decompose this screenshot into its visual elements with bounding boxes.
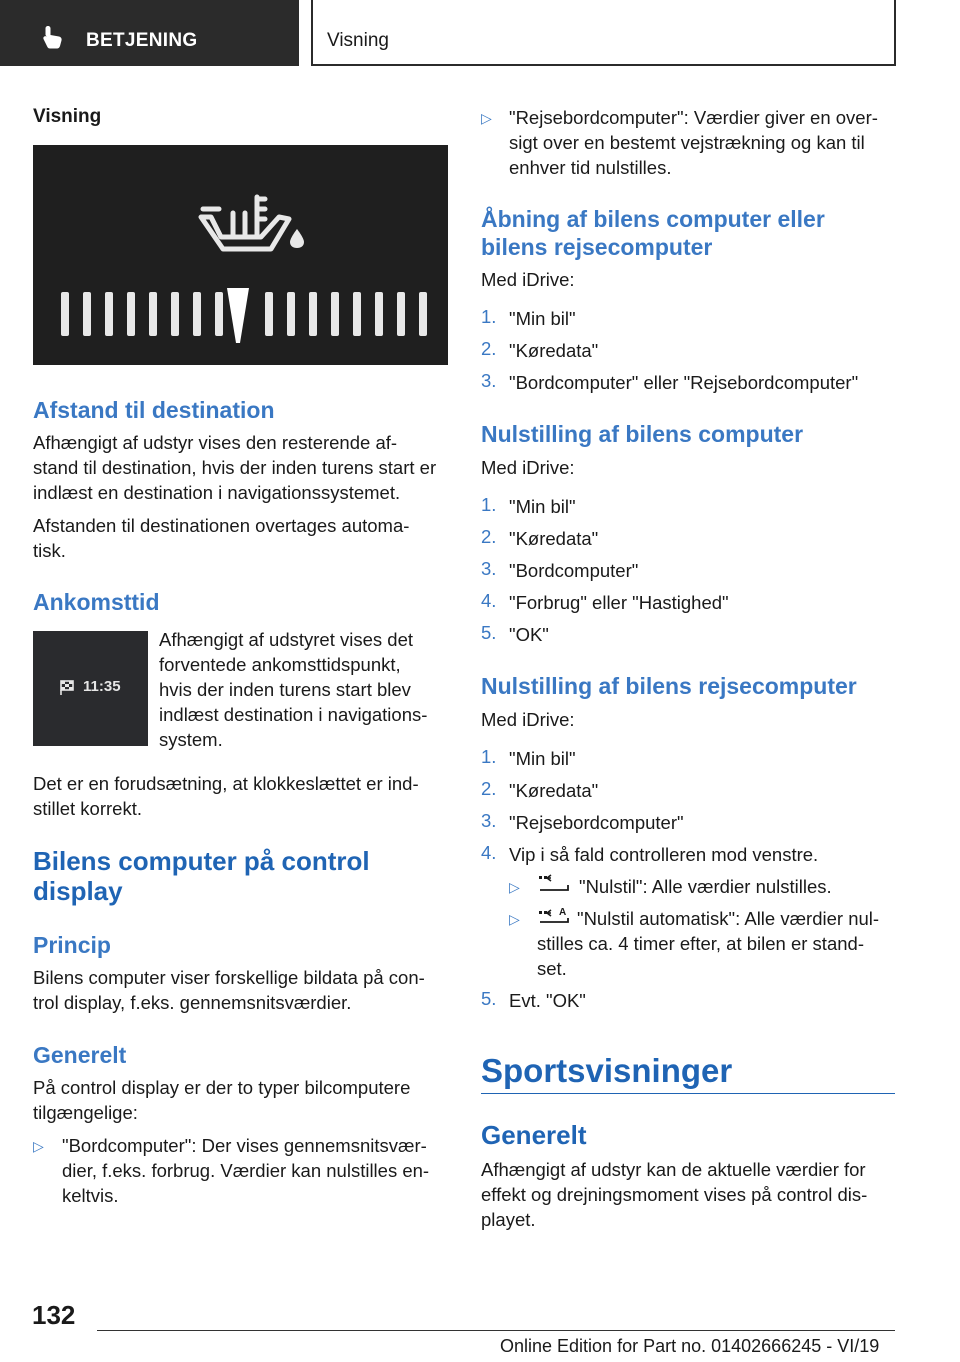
list3-item-2: "Køredata" (509, 780, 599, 801)
afstand-p2-line-1: Afstanden til destinationen overtages automa- (33, 515, 410, 536)
list2-item-3: "Bordcomputer" (509, 560, 639, 581)
footer-edition: Online Edition for Part no. 01402666245 - VI/19 (500, 1336, 880, 1356)
med-idrive-2: Med iDrive: (481, 457, 575, 478)
gauge-bar (193, 292, 201, 336)
ankomst-line-3: hvis der inden turens start blev (159, 679, 411, 700)
generelt-heading: Generelt (33, 1042, 127, 1068)
bullet2-line-1: "Rejsebordcomputer": Værdier giver en over- (509, 107, 878, 128)
triangle-bullet-icon: ▷ (481, 110, 492, 126)
sport-heading: Sportsvisninger (481, 1052, 733, 1089)
list2-number-1: 1. (481, 494, 497, 515)
gauge-bar (61, 292, 69, 336)
oil-level-gauge-image (33, 145, 448, 365)
list3-item-4: Vip i så fald controlleren mod venstre. (509, 844, 819, 865)
bullet1-line-1: "Bordcomputer": Der vises gennemsnitsvær- (62, 1135, 427, 1156)
list1-item-1: "Min bil" (509, 308, 576, 329)
afstand-line-2: stand til destination, hvis der inden turens start er (33, 457, 437, 478)
generelt-line-2: tilgængelige: (33, 1102, 138, 1123)
bullet2-line-2: sigt over en bestemt vejstrækning og kan til (509, 132, 865, 153)
list3-item-5: Evt. "OK" (509, 990, 586, 1011)
list2-number-3: 3. (481, 558, 497, 579)
gauge-bar (375, 292, 383, 336)
list1-number-3: 3. (481, 370, 497, 391)
arrival-time-value: 11:35 (83, 678, 121, 695)
ankomst-p2-line-1: Det er en forudsætning, at klokkeslættet er ind- (33, 773, 419, 794)
afstand-heading: Afstand til destination (33, 397, 275, 423)
med-idrive-3: Med iDrive: (481, 709, 575, 730)
list2-item-2: "Køredata" (509, 528, 599, 549)
section-tab[interactable] (311, 0, 896, 66)
afstand-line-1: Afhængigt af udstyr vises den resterende af- (33, 432, 398, 453)
sport-generelt-heading: Generelt (481, 1120, 587, 1150)
list1-item-2: "Køredata" (509, 340, 599, 361)
gauge-bar (309, 292, 317, 336)
list2-item-4: "Forbrug" eller "Hastighed" (509, 592, 729, 613)
sport-line-1: Afhængigt af udstyr kan de aktuelle værdier for (481, 1159, 866, 1180)
nulstil-rejse-heading: Nulstilling af bilens rejsecomputer (481, 673, 857, 699)
med-idrive-1: Med iDrive: (481, 269, 575, 290)
aabning-heading-line-1: Åbning af bilens computer eller (481, 206, 825, 232)
arrival-time-image (33, 631, 148, 746)
ankomst-line-4: indlæst destination i navigations- (159, 704, 428, 725)
triangle-bullet-icon: ▷ (33, 1138, 44, 1154)
ankomst-line-2: forventede ankomsttidspunkt, (159, 654, 401, 675)
list3-item-3: "Rejsebordcomputer" (509, 812, 684, 833)
princip-line-2: trol display, f.eks. gennemsnitsværdier. (33, 992, 352, 1013)
gauge-bar (397, 292, 405, 336)
list2-item-5: "OK" (509, 624, 549, 645)
gauge-bar (353, 292, 361, 336)
footer-rule (97, 1330, 895, 1331)
page-number: 132 (32, 1300, 76, 1330)
bilens-heading-line-2: display (33, 876, 123, 906)
ankomst-p2-line-2: stillet korrekt. (33, 798, 142, 819)
princip-heading: Princip (33, 932, 111, 958)
svg-text:A: A (559, 907, 567, 918)
bullet2-line-3: enhver tid nulstilles. (509, 157, 672, 178)
afstand-p2-line-2: tisk. (33, 540, 66, 561)
page-header (0, 0, 960, 66)
gauge-bar (215, 292, 223, 336)
bilens-heading-line-1: Bilens computer på control (33, 846, 370, 876)
list3-item-1: "Min bil" (509, 748, 576, 769)
bullet1-line-2: dier, f.eks. forbrug. Værdier kan nulstilles en- (62, 1160, 430, 1181)
list3-number-2: 2. (481, 778, 497, 799)
aabning-heading-line-2: bilens rejsecomputer (481, 234, 713, 260)
list2-item-1: "Min bil" (509, 496, 576, 517)
list1-number-2: 2. (481, 338, 497, 359)
sub1-text: "Nulstil": Alle værdier nulstilles. (579, 876, 832, 897)
triangle-bullet-icon: ▷ (509, 911, 520, 927)
triangle-bullet-icon: ▷ (509, 879, 520, 895)
nulstil-heading: Nulstilling af bilens computer (481, 421, 804, 447)
gauge-bar (419, 292, 427, 336)
list2-number-5: 5. (481, 622, 497, 643)
princip-line-1: Bilens computer viser forskellige bildata på con- (33, 967, 425, 988)
ankomst-heading: Ankomsttid (33, 589, 160, 615)
list1-number-1: 1. (481, 306, 497, 327)
sport-heading-rule (481, 1093, 895, 1094)
oil-level-icon (33, 145, 448, 365)
gauge-bar (287, 292, 295, 336)
gauge-bar (331, 292, 339, 336)
ankomst-line-1: Afhængigt af udstyret vises det (159, 629, 413, 650)
list1-item-3: "Bordcomputer" eller "Rejsebordcomputer" (509, 372, 859, 393)
sub2-line-3: set. (537, 958, 567, 979)
afstand-line-3: indlæst en destination i navigationssystemet. (33, 482, 401, 503)
hand-pointer-icon (40, 24, 66, 50)
list3-number-5: 5. (481, 988, 497, 1009)
gauge-bar (265, 292, 273, 336)
visning-heading: Visning (33, 106, 102, 127)
sport-line-2: effekt og drejningsmoment vises på control dis- (481, 1184, 868, 1205)
list3-number-4: 4. (481, 842, 497, 863)
gauge-bar (171, 292, 179, 336)
gauge-bar (83, 292, 91, 336)
flag-clock-icon (59, 680, 77, 696)
generelt-line-1: På control display er der to typer bilcomputere (33, 1077, 411, 1098)
sub2-line-2: stilles ca. 4 timer efter, at bilen er stand- (537, 933, 864, 954)
section-tab-label: Visning (327, 30, 389, 51)
auto-reset-arrow-icon (537, 905, 571, 925)
list3-number-3: 3. (481, 810, 497, 831)
chapter-tab[interactable] (0, 0, 299, 66)
gauge-bar (127, 292, 135, 336)
ankomst-line-5: system. (159, 729, 223, 750)
sub2-line-1: "Nulstil automatisk": Alle værdier nul- (577, 908, 880, 929)
list2-number-4: 4. (481, 590, 497, 611)
gauge-bar (105, 292, 113, 336)
sport-line-3: playet. (481, 1209, 536, 1230)
reset-arrow-icon (537, 874, 571, 894)
chapter-tab-label: BETJENING (86, 30, 198, 51)
list3-number-1: 1. (481, 746, 497, 767)
bullet1-line-3: keltvis. (62, 1185, 119, 1206)
gauge-bar (149, 292, 157, 336)
list2-number-2: 2. (481, 526, 497, 547)
